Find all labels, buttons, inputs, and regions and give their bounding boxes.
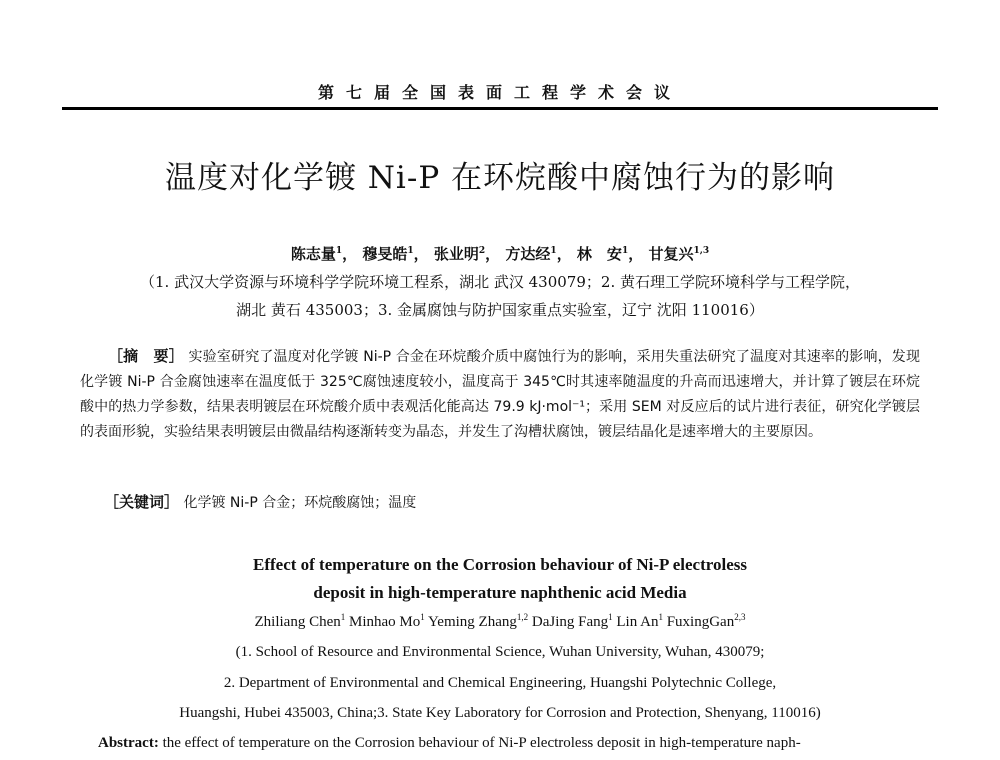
authors-en: [0, 614, 1000, 631]
author-cn-sup: 2: [478, 246, 486, 256]
keywords-cn-label: ［关键词］: [104, 493, 180, 511]
author-cn-sup: 1: [335, 246, 343, 256]
author-en: DaJing Fang: [531, 614, 609, 630]
authors-cn: 陈志量$^1$， 穆旻皓$^1$， 张业明$^2$， 方达经$^1$， 林 安$^1$， 甘复兴$^{1,3}$: [290, 245, 710, 263]
abstract-cn: [80, 344, 920, 445]
author-cn-sup: 1: [550, 246, 557, 256]
affiliation-en-line: Huangshi, Hubei 435003, China;3. State Key Laboratory for Corrosion and Protection, Shenyang, 110016): [179, 705, 821, 721]
conference-header: 第七届全国表面工程学术会议: [317, 83, 682, 102]
paper-title-cn: 温度对化学镀 Ni-P 在环烷酸中腐蚀行为的影响: [164, 160, 836, 196]
author-en: Zhiliang Chen: [254, 614, 341, 630]
keywords-cn-text: 化学镀 Ni-P 合金；环烷酸腐蚀；温度: [183, 495, 417, 511]
author-cn: 穆旻皓: [362, 245, 408, 263]
affiliation-en-line: (1. School of Resource and Environmental Science, Wuhan University, Wuhan, 430079;: [235, 644, 765, 660]
paper-title-en-line: Effect of temperature on the Corrosion behaviour of Ni-P electroless: [252, 555, 747, 574]
abstract-en-text: the effect of temperature on the Corrosion behaviour of Ni-P electroless deposit in high-temperature naph-: [162, 735, 801, 751]
affiliation-cn-line: 湖北 黄石 435003；3. 金属腐蚀与防护国家重点实验室，辽宁 沈阳 110016）: [236, 301, 764, 319]
author-en: Lin An: [616, 614, 659, 630]
author-en: Minhao Mo: [349, 614, 421, 630]
paper-title-en-line: deposit in high-temperature naphthenic acid Media: [313, 583, 687, 602]
author-cn: 张业明: [433, 245, 479, 263]
author-en-sup: 1: [420, 612, 425, 622]
author-en: Yeming Zhang: [427, 614, 517, 630]
author-cn: 陈志量: [290, 245, 336, 263]
author-cn: 林 安: [576, 245, 622, 263]
abstract-cn-label: ［摘 要］: [108, 347, 184, 365]
author-cn: 方达经: [505, 245, 551, 263]
author-en: FuxingGan: [666, 614, 735, 630]
abstract-cn-text: 实验室研究了温度对化学镀 Ni-P 合金在环烷酸介质中腐蚀行为的影响，采用失重法研究了温度对其速率的影响，发现化学镀 Ni-P 合金腐蚀速率在温度低于 325℃腐蚀速度较小，温度高于 345℃时其速率随温度的升高而迅速增大，并计算了镀层在环烷酸中的热力学参数，结果表明镀层在环烷酸介质中表观活化能高达 79.9 kJ·mol⁻¹；采用 SEM 对反应后的试片进行表征，研究化学镀层的表面形貌，实验结果表明镀层由微晶结构逐渐转变为晶态，并发生了沟槽状腐蚀，镀层结晶化是速率增大的主要原因。: [80, 349, 920, 440]
affiliation-cn-line: （1. 武汉大学资源与环境科学学院环境工程系，湖北 武汉 430079；2. 黄石理工学院环境科学与工程学院，: [140, 273, 860, 291]
author-en-sup: 1: [658, 612, 663, 622]
affiliation-en-line: 2. Department of Environmental and Chemical Engineering, Huangshi Polytechnic College,: [223, 675, 777, 691]
author-en-sup: 1: [340, 612, 346, 622]
author-cn-sup: 1,3: [693, 246, 710, 256]
author-cn-sup: 1: [621, 246, 629, 256]
abstract-en-label: Abstract:: [98, 735, 159, 751]
abstract-en: [98, 735, 801, 752]
author-en-sup: 1: [608, 612, 613, 622]
author-cn: 甘复兴: [648, 245, 694, 263]
keywords-cn: [104, 491, 416, 512]
author-en-sup: 2,3: [734, 612, 746, 622]
author-cn-sup: 1: [407, 246, 414, 256]
header-rule: [62, 107, 938, 110]
author-en-sup: 1,2: [516, 612, 529, 622]
